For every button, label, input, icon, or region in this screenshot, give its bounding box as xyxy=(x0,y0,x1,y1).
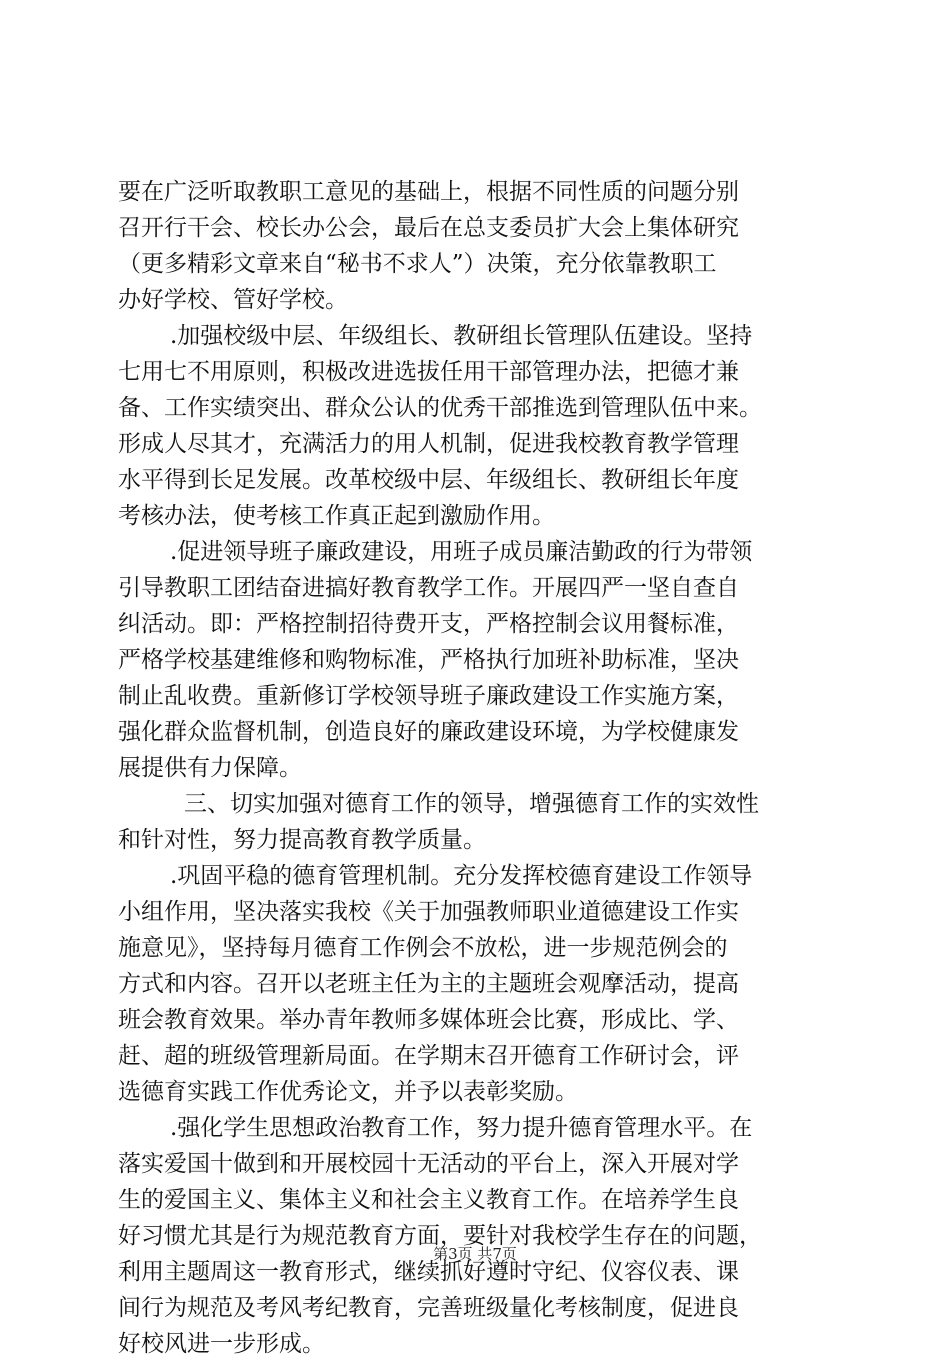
text-line: 引导教职工团结奋进搞好教育教学工作。开展四严一坚自查自 xyxy=(118,575,739,601)
paragraph-start-line: .促进领导班子廉政建设，用班子成员廉洁勤政的行为带领 xyxy=(170,539,753,565)
paragraph-start-line: .强化学生思想政治教育工作，努力提升德育管理水平。在 xyxy=(170,1115,753,1141)
text-line: 要在广泛听取教职工意见的基础上，根据不同性质的问题分别 xyxy=(118,179,739,205)
text-line: 好校风进一步形成。 xyxy=(118,1331,325,1357)
text-line: 利用主题周这一教育形式，继续抓好遵时守纪、仪容仪表、课 xyxy=(118,1259,739,1285)
text-line: 办好学校、管好学校。 xyxy=(118,287,348,313)
text-line: 严格学校基建维修和购物标准，严格执行加班补助标准，坚决 xyxy=(118,647,739,673)
text-line: 小组作用，坚决落实我校《关于加强教师职业道德建设工作实 xyxy=(118,899,739,925)
text-line: 备、工作实绩突出、群众公认的优秀干部推选到管理队伍中来。 xyxy=(118,395,762,421)
text-line: （更多精彩文章来自“秘书不求人”）决策，充分依靠教职工 xyxy=(118,251,717,277)
text-line: 和针对性，努力提高教育教学质量。 xyxy=(118,827,486,853)
text-line: 选德育实践工作优秀论文，并予以表彰奖励。 xyxy=(118,1079,578,1105)
section-heading-line: 三、切实加强对德育工作的领导，增强德育工作的实效性 xyxy=(184,791,759,817)
text-line: 生的爱国主义、集体主义和社会主义教育工作。在培养学生良 xyxy=(118,1187,739,1213)
text-line: 制止乱收费。重新修订学校领导班子廉政建设工作实施方案， xyxy=(118,683,739,709)
text-line: 赶、超的班级管理新局面。在学期末召开德育工作研讨会，评 xyxy=(118,1043,739,1069)
text-line: 班会教育效果。举办青年教师多媒体班会比赛，形成比、学、 xyxy=(118,1007,739,1033)
text-line: 水平得到长足发展。改革校级中层、年级组长、教研组长年度 xyxy=(118,467,739,493)
text-line: 形成人尽其才，充满活力的用人机制，促进我校教育教学管理 xyxy=(118,431,739,457)
text-line: 强化群众监督机制，创造良好的廉政建设环境，为学校健康发 xyxy=(118,719,739,745)
text-line: 考核办法，使考核工作真正起到激励作用。 xyxy=(118,503,555,529)
text-line: 好习惯尤其是行为规范教育方面，要针对我校学生存在的问题， xyxy=(118,1223,762,1249)
body-text xyxy=(118,174,838,1362)
text-line: 施意见》，坚持每月德育工作例会不放松，进一步规范例会的 xyxy=(118,935,728,961)
page-footer: 第3页 共7页 xyxy=(433,1245,517,1263)
text-line: 召开行干会、校长办公会，最后在总支委员扩大会上集体研究 xyxy=(118,215,739,241)
paragraph-start-line: .巩固平稳的德育管理机制。充分发挥校德育建设工作领导 xyxy=(170,863,753,889)
text-line: 展提供有力保障。 xyxy=(118,755,302,781)
paragraph-start-line: .加强校级中层、年级组长、教研组长管理队伍建设。坚持 xyxy=(170,323,753,349)
text-line: 纠活动。即：严格控制招待费开支，严格控制会议用餐标准， xyxy=(118,611,739,637)
text-line: 七用七不用原则，积极改进选拔任用干部管理办法，把德才兼 xyxy=(118,359,739,385)
text-line: 方式和内容。召开以老班主任为主的主题班会观摩活动，提高 xyxy=(118,971,739,997)
text-line: 落实爱国十做到和开展校园十无活动的平台上，深入开展对学 xyxy=(118,1151,739,1177)
text-line: 间行为规范及考风考纪教育，完善班级量化考核制度，促进良 xyxy=(118,1295,739,1321)
